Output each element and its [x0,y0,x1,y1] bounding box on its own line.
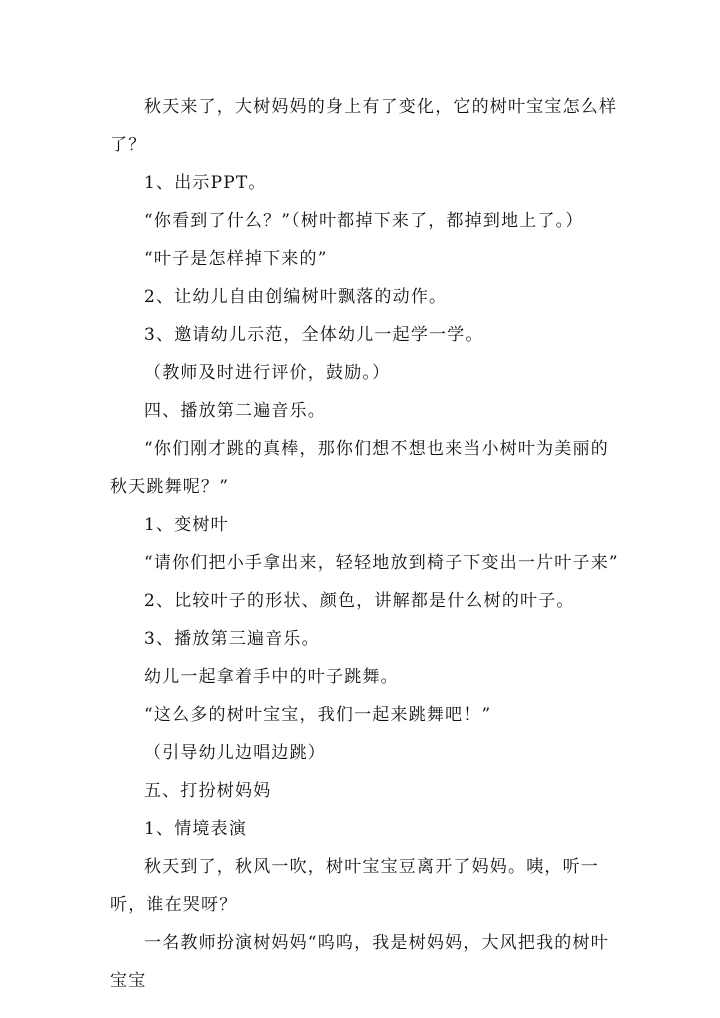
paragraph: 秋天到了，秋风一吹，树叶宝宝豆离开了妈妈。咦，听一听，谁在哭呀？ [110,857,599,915]
paragraph: 1、情境表演 [144,819,248,839]
paragraph: “你看到了什么？”（树叶都掉下来了，都掉到地上了。） [144,211,584,231]
paragraph: （教师及时进行评价，鼓励。） [144,363,391,383]
document-body [110,88,620,1000]
paragraph: “叶子是怎样掉下来的” [144,249,328,269]
paragraph: 幼儿一起拿着手中的叶子跳舞。 [144,667,399,687]
paragraph: 一名教师扮演树妈妈“呜呜，我是树妈妈，大风把我的树叶宝宝 [110,933,609,991]
paragraph: 五、打扮树妈妈 [144,781,272,801]
paragraph: “你们刚才跳的真棒，那你们想不想也来当小树叶为美丽的秋天跳舞呢？” [110,439,609,497]
paragraph: （引导幼儿边唱边跳） [144,743,326,763]
paragraph: 四、播放第二遍音乐。 [144,401,326,421]
paragraph: 1、出示PPT。 [144,173,267,193]
paragraph: 3、邀请幼儿示范，全体幼儿一起学一学。 [144,325,484,345]
paragraph: 秋天来了，大树妈妈的身上有了变化，它的树叶宝宝怎么样了？ [110,97,618,155]
paragraph: 2、比较叶子的形状、颜色，讲解都是什么树的叶子。 [144,591,575,611]
paragraph: “这么多的树叶宝宝，我们一起来跳舞吧！” [144,705,492,725]
paragraph: 1、变树叶 [144,515,229,535]
paragraph: 2、让幼儿自由创编树叶飘落的动作。 [144,287,448,307]
paragraph: “请你们把小手拿出来，轻轻地放到椅子下变出一片叶子来” [144,553,619,573]
paragraph: 3、播放第三遍音乐。 [144,629,320,649]
